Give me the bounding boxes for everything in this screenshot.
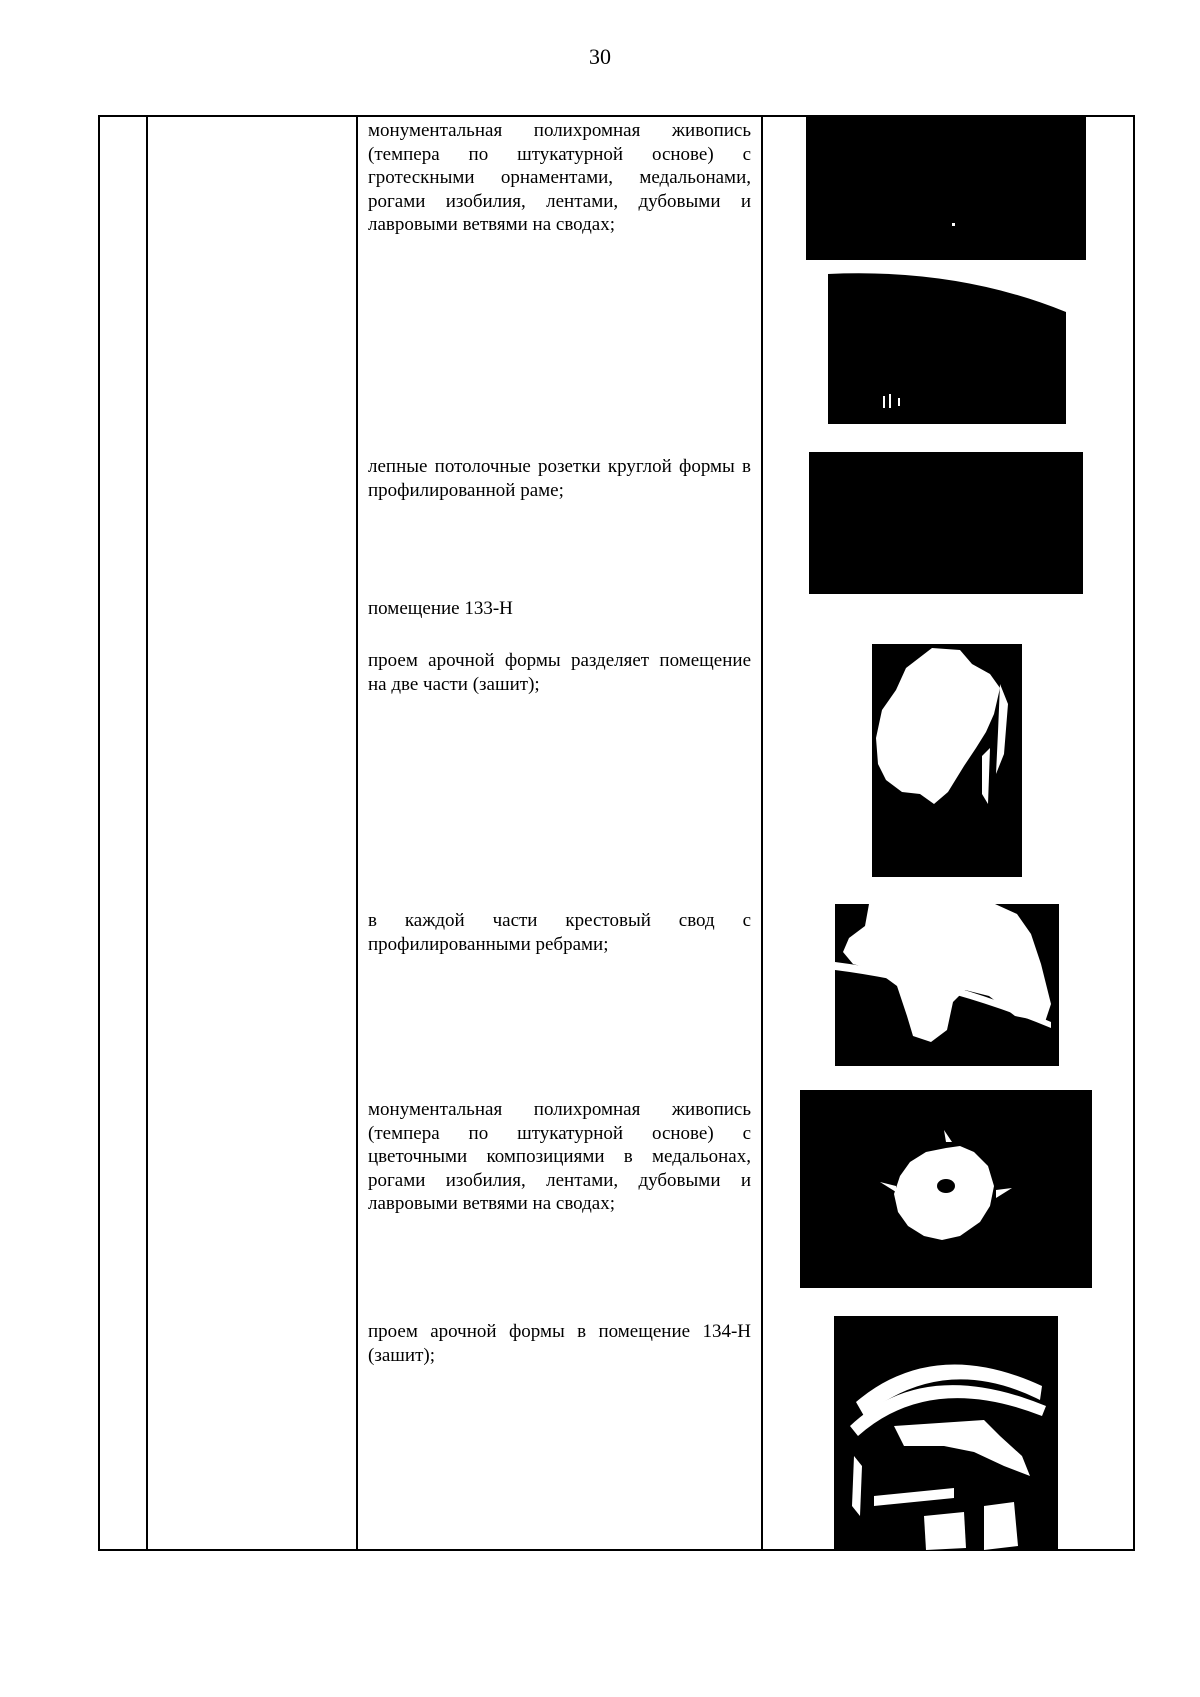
room-heading: помещение 133-Н xyxy=(368,598,513,619)
photo-vault-detail xyxy=(828,268,1066,424)
description-text: монументальная полихромная живопись (темпера по штукатурной основе) с гротескными орнаментами, медальонами, рогами изобилия, лентами, дубовыми и лавровыми ветвями на сводах; xyxy=(368,120,751,235)
table-col-border-2 xyxy=(146,116,148,1551)
page-number: 30 xyxy=(589,44,611,69)
description-text: монументальная полихромная живопись (темпера по штукатурной основе) с цветочными композициями в медальонах, рогами изобилия, лентами, дубовыми и лавровыми ветвями на сводах; xyxy=(368,1099,751,1214)
photo-vault-painting xyxy=(806,116,1086,260)
photo-ceiling-medallion xyxy=(800,1090,1092,1288)
description-text: проем арочной формы разделяет помещение на две части (зашит); xyxy=(368,650,751,695)
photo-arched-opening-134n xyxy=(834,1316,1058,1550)
table-col-border-3 xyxy=(356,116,358,1551)
table-col-border-1 xyxy=(98,116,100,1551)
description-text: проем арочной формы в помещение 134-Н (зашит); xyxy=(368,1321,751,1366)
photo-arched-opening xyxy=(872,644,1022,877)
table-col-border-4 xyxy=(761,116,763,1551)
description-text: лепные потолочные розетки круглой формы в профилированной раме; xyxy=(368,456,751,501)
photo-cross-vault xyxy=(835,904,1059,1066)
description-text: в каждой части крестовый свод с профилированными ребрами; xyxy=(368,910,751,955)
table-col-border-5 xyxy=(1133,116,1135,1551)
photo-ceiling-rosette xyxy=(809,452,1083,594)
